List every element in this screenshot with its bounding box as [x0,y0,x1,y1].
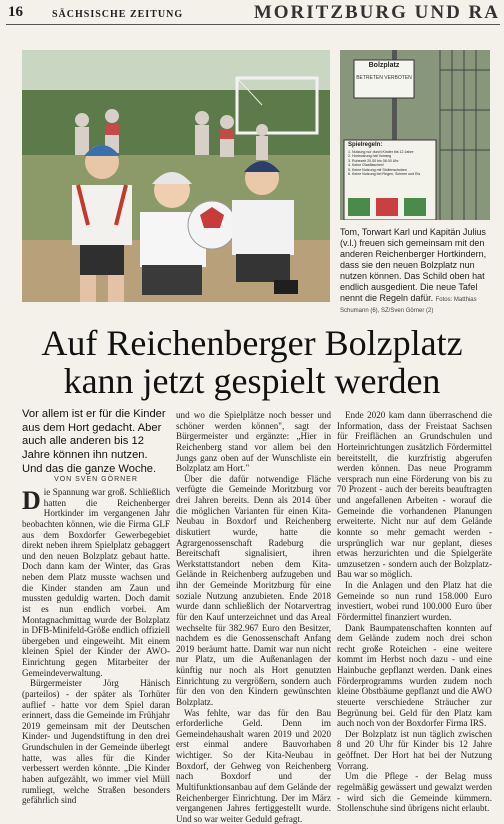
sign-title: Bolzplatz [356,62,412,69]
article-paragraph: Was fehlte, war das für den Bau erforderliche Geld. Denn im Gemeindehaushalt waren 2019 und 2020 erst einmal andere Bauvorhaben wichtiger. So der Kita-Neubau in Boxdorf, der Gehweg von Reichenberg nach Boxdorf und der Multifunktionsanbau auf dem Gelände der Reichenberger Einrichtung. Der im März vergangenen Jahres fertiggestellt wurde. Und so war weiter Geduld gefragt. [176,708,331,824]
main-photo-illustration [22,50,330,302]
photo-credit: Fotos: Matthias Schumann (6), SZ/Sven Görner (2) [340,297,477,314]
article-paragraph: Um die Pflege - der Belag muss regelmäßig gewässert und gewalzt werden - wird sich die Gemeinde kümmern. Stollenschuhe sind übrigens nicht erlaubt. [337,771,492,814]
rule-item: 2. Hortnutzung hat Vorrang [348,154,434,158]
article-paragraph: und wo die Spielplätze noch besser und schöner werden können", sagt der Bürgermeister und ergänzte: „Hier in Reichenberg stand vor allem bei den Jungs ganz oben auf der Wunschliste ein Bolzplatz am Hort." [176,410,331,474]
page-header [6,2,500,25]
sign-photo [340,50,490,220]
author-byline: VON SVEN GÖRNER [22,476,170,483]
headline-line-1: Auf Reichenberger Bolzplatz [0,325,504,363]
section-title: MORITZBURG UND RA [254,2,500,24]
rule-item: 4. Keine Glasflaschen! [348,163,434,167]
rule-item: 1. Nutzung nur durch Kinder bis 12 Jahre [348,150,434,154]
main-photo [22,50,330,302]
sign-subtitle: BETRETEN VERBOTEN [356,75,412,81]
article-paragraph: In die Anlagen und den Platz hat die Gemeinde so nun rund 158.000 Euro investiert, wobei rund 100.000 Euro über Fördermittel finanziert wurden. [337,580,492,623]
page-number: 16 [8,4,23,21]
article-paragraph: Der Bolzplatz ist nun täglich zwischen 8 und 20 Uhr für Kinder bis 12 Jahre geöffnet. Der Hort hat bei der Nutzung Vorrang. [337,729,492,772]
photo-caption [340,227,494,315]
rules-list [348,150,434,177]
newspaper-name: SÄCHSISCHE ZEITUNG [52,9,183,20]
article-paragraph: Bürgermeister Jörg Hänisch (parteilos) - der später als Torhüter auflief - hatte vor dem Spiel daran erinnert, dass die Gemeinde im Frühjahr 2019 gemeinsam mit der Deutschen Kinder- und Jugendstiftung in den drei Grundschulen in der Gemeinde überlegt hatte, was alles für die Kinder verbessert werden könnte. „Die Kinder haben aufgezählt, wo immer viel Müll rumliegt, welche Straßen besonders gefährlich sind [22,678,170,806]
rule-item: 5. Keine Nutzung mit Stollenschuhen [348,168,434,172]
drop-cap: D [22,489,41,512]
headline [0,325,504,401]
article-column-1 [22,487,170,806]
rule-item: 3. Ruhezeit 20.00 bis 08.00 Uhr [348,159,434,163]
article-paragraph [22,487,170,678]
lead-paragraph: Vor allem ist er für die Kinder aus dem Hort gedacht. Aber auch alle anderen bis 12 Jahre können ihn nutzen. Und das die ganze Woche. [22,408,170,476]
paragraph-text: ie Spannung war groß. Schließlich hatten die Reichenberger Hortkinder im vergangenen Jahr beobachten können, wie die Firma GLF aus dem Boxdorfer Gewerbegebiet direkt neben ihrem Spielplatz gebaggert und den neuen Bolzplatz gebaut hatte. Doch dann kam der Winter, das Gras neben dem Platz musste wachsen und die Kinder standen am Zaun und mussten geduldig warten. Doch damit ist es nun endlich vorbei. Am Montagnachmittag wurde der Bolzplatz in DFB-Minifeld-Größe endlich offiziell übergeben und eingeweiht. Mit einem kleinen Spiel der Kinder der AWO-Einrichtung gegen Mitarbeiter der Gemeindeverwaltung. [22,487,170,678]
article-paragraph: Über die dafür notwendige Fläche verfügte die Gemeinde Moritzburg vor drei Jahren bereits. Denn als 2014 über die möglichen Varianten für einen Kita-Neubau in Boxdorf und Reichenberg diskutiert wurde, hatte die Agrargenossenschaft Radeburg die Bereitschaft signalisiert, ihren Werkstattstandort neben dem Kita-Gelände in Reichenberg aufzugeben und ihn der Gemeinde Moritzburg für eine soziale Nutzung anzubieten. Ende 2018 wurde dann schließlich der Notarvertrag für den Kauf unterzeichnet und das Areal wechselte für 382.967 Euro den Besitzer, nachdem es die Genossenschaft Anfang 2019 beräumt hatte. Damit war nun nicht nur Platz, um die Außenanlagen der künftig nur noch als Hort genutzten Einrichtung zu vergrößern, sondern auch für den von den Kindern gewünschten Bolzplatz. [176,474,331,708]
article-paragraph: Ende 2020 kam dann überraschend die Information, dass der Freistaat Sachsen für Freiflächen an Grundschulen und Horteinrichtungen zusätzlich Fördermittel bereitstellt, die kurzfristig abgerufen werden können. Das neue Programm versprach nun eine Förderung von bis zu 70 Prozent - auch der bereits beauftragten und angefallenen Arbeiten - worauf die Gemeinde die vorhandenen Planungen erweiterte. Nicht nur auf dem Gelände konnte so mehr gemacht werden - ursprünglich war nur geplant, dieses etwas herzurichten und die Spielgeräte umzusetzen - sondern auch der Bolzplatz-Bau war so möglich. [337,410,492,580]
article-column-2 [176,410,331,824]
rules-title: Spielregeln: [348,142,434,148]
article-column-3 [337,410,492,814]
headline-line-2: kann jetzt gespielt werden [0,363,504,401]
article-paragraph: Dank Baumpatenschaften konnten auf dem Gelände zudem noch drei schon recht große Roteichen - eine weitere kommt im Herbst noch dazu - und eine Hainbuche gepflanzt werden. Dank eines Förderprogramms wurden zudem noch kleine Obstbäume gepflanzt und die AWO steuerte verschiedene Sträucher zur Begrünung bei. Geld für den Platz kam auch noch von der Boxdorfer Firma IRS. [337,623,492,729]
rule-item: 6. Keine Nutzung bei Regen, Schnee und Eis [348,172,434,176]
caption-text: Tom, Torwart Karl und Kapitän Julius (v.l.) freuen sich gemeinsam mit den anderen Reichenberger Hortkindern, dass sie den neuen Bolzplatz nun nutzen können. Das Schild oben hat endlich ausgedient. Die neue Tafel nennt die Regeln dafür. [340,227,486,303]
